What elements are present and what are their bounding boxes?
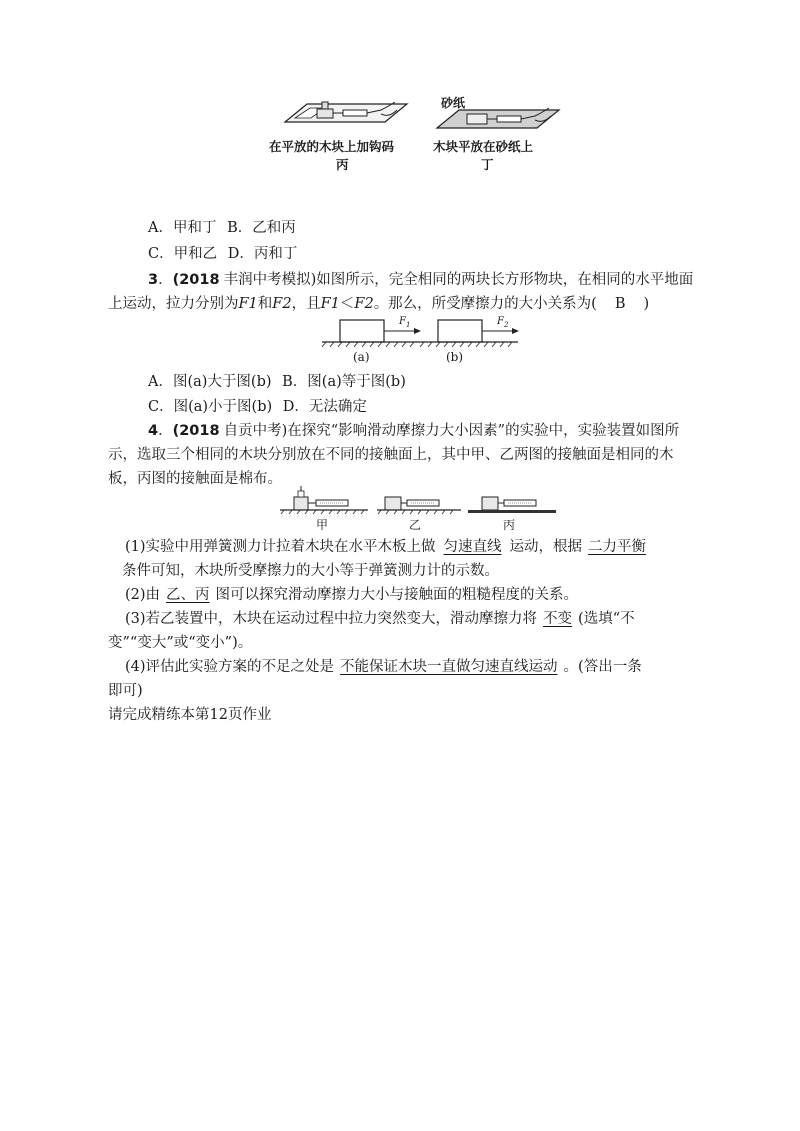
q4-figure-label-bing: 丙: [503, 518, 516, 532]
q2-option-c: C．甲和乙: [148, 246, 218, 262]
figure-bing-caption: 在平放的木块上加钩码: [269, 139, 395, 154]
homework-note: 请完成精练本第12页作业: [108, 707, 272, 723]
q3-number: 3: [148, 272, 159, 288]
figure-bing-label: 丙: [336, 157, 349, 172]
q2-option-d: D．丙和丁: [227, 246, 298, 262]
q3-figure-a-force: $F_1$: [399, 316, 411, 329]
q4-number: 4: [148, 423, 159, 439]
q4-figure-label-jia: 甲: [316, 518, 329, 532]
q4-answer-1a: 匀速直线: [443, 539, 502, 555]
figure-ding-sandpaper: [437, 106, 562, 136]
q3-source: 丰润中考模拟): [223, 272, 317, 288]
q3-figure-a-label: (a): [353, 350, 370, 364]
q3-option-c: C．图(a)小于图(b): [148, 399, 273, 415]
q3-option-a: A．图(a)大于图(b): [148, 374, 272, 390]
q4-stem-line-3: 板，丙图的接触面是棉布。: [108, 471, 282, 487]
q3-answer: B: [614, 296, 626, 312]
figure-bing-weights: [285, 98, 410, 136]
q3-option-line-1: [148, 372, 406, 392]
q4-sub-1-line-2: 条件可知，木块所受摩擦力的大小等于弹簧测力计的示数。: [122, 563, 499, 579]
q2-option-line-1: [148, 218, 296, 238]
q2-option-line-2: [148, 244, 297, 264]
q3-stem-line-1: 3．(2018 丰润中考模拟)如图所示，完全相同的两块长方形物块，在相同的水平地面: [148, 272, 694, 288]
q4-stem-line-1: 4．(2018 自贡中考)在探究“影响滑动摩擦力大小因素”的实验中，实验装置如图所: [148, 423, 680, 439]
q4-sub-2: (2)由 乙、丙 图可以探究滑动摩擦力大小与接触面的粗糙程度的关系。: [125, 587, 579, 603]
figure-ding-label: 丁: [481, 157, 494, 172]
q4-answer-1b: 二力平衡: [588, 539, 647, 555]
q4-stem-1: 在探究“影响滑动摩擦力大小因素”的实验中，实验装置如图所: [287, 423, 680, 439]
q3-year: (2018: [172, 272, 220, 288]
q3-figure-b-label: (b): [446, 350, 464, 364]
q4-figure-jia: [280, 484, 370, 514]
q3-figure-b-force: $F_2$: [497, 316, 509, 329]
q4-answer-3: 不变: [543, 611, 573, 627]
q4-sub-3-line-1: (3)若乙装置中，木块在运动过程中拉力突然变大，滑动摩擦力将 不变 (选填“不: [125, 611, 635, 627]
q2-option-b: B．乙和丙: [227, 220, 296, 236]
q4-figure-bing: [468, 484, 558, 514]
q4-figure-label-yi: 乙: [409, 518, 422, 532]
q4-answer-4: 不能保证木块一直做匀速直线运动: [340, 659, 558, 675]
q3-stem-line-2: 上运动，拉力分别为F1和F2，且F1＜F2。那么，所受摩擦力的大小关系为( B ): [108, 296, 650, 312]
q3-option-b: B．图(a)等于图(b): [282, 374, 406, 390]
q3-option-line-2: [148, 397, 367, 417]
q4-year: (2018: [172, 423, 220, 439]
q4-sub-4-line-2: 即可): [108, 683, 143, 699]
q4-answer-2: 乙、丙: [166, 587, 210, 603]
q3-option-d: D．无法确定: [282, 399, 367, 415]
q3-stem-1: 如图所示，完全相同的两块长方形物块，在相同的水平地面: [316, 272, 694, 288]
q4-sub-4-line-1: (4)评估此实验方案的不足之处是 不能保证木块一直做匀速直线运动 。(答出一条: [125, 659, 642, 675]
q4-stem-line-2: 示，选取三个相同的木块分别放在不同的接触面上，其中甲、乙两图的接触面是相同的木: [108, 447, 674, 463]
q4-sub-1-line-1: (1)实验中用弹簧测力计拉着木块在水平木板上做 匀速直线 运动，根据 二力平衡: [125, 539, 647, 555]
q4-sub-3-line-2: 变”“变大”或“变小”)。: [108, 635, 253, 651]
figure-ding-sandpaper-label: 砂纸: [441, 96, 466, 110]
figure-ding-caption: 木块平放在砂纸上: [433, 139, 534, 154]
q4-figure-yi: [377, 484, 467, 514]
q2-option-a: A．甲和丁: [148, 220, 217, 236]
q4-source: 自贡中考): [223, 423, 288, 439]
